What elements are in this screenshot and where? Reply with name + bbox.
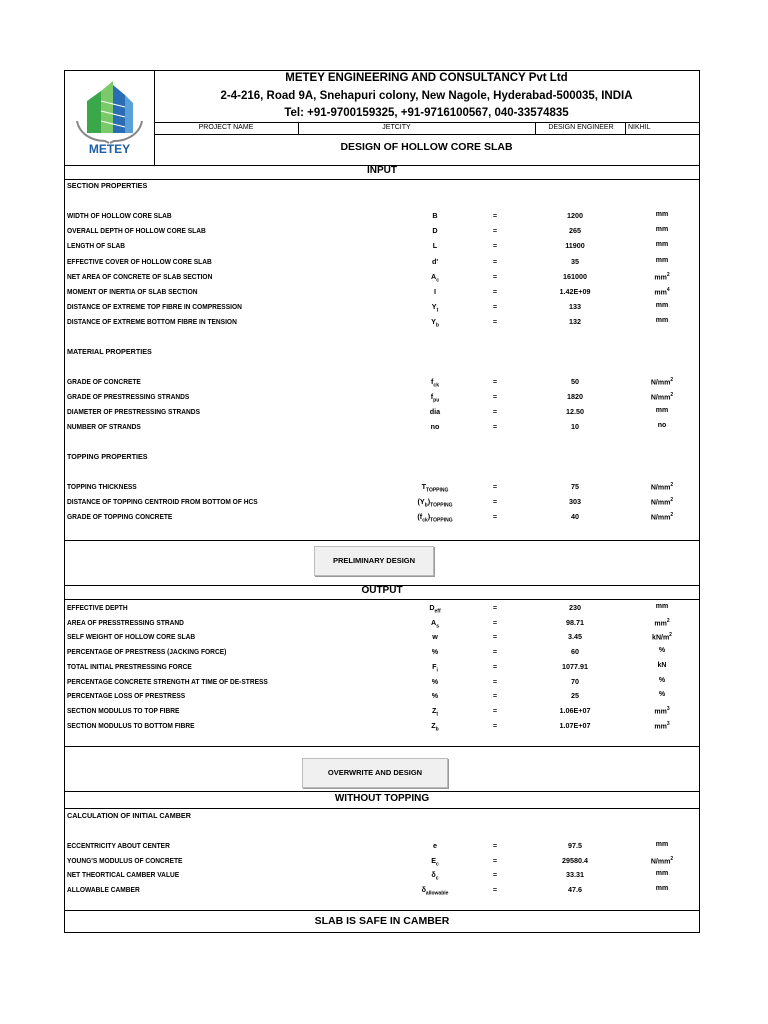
row-equals: = — [492, 691, 498, 701]
row-equals: = — [492, 392, 498, 401]
row-symbol — [407, 226, 463, 235]
row-symbol — [407, 691, 463, 700]
camber-result: SLAB IS SAFE IN CAMBER — [314, 915, 450, 927]
preliminary-design-button[interactable]: PRELIMINARY DESIGN — [314, 546, 434, 576]
row-symbol — [407, 706, 463, 717]
unit-text: mm — [655, 407, 669, 414]
material-properties-heading: MATERIAL PROPERTIES — [67, 347, 152, 356]
row-symbol — [407, 482, 463, 493]
row-unit — [627, 407, 697, 414]
logo-text: METEY — [88, 142, 131, 156]
row-unit — [627, 603, 697, 610]
row-value: 11900 — [565, 241, 585, 251]
row-unit — [627, 257, 697, 264]
row-symbol — [407, 302, 463, 313]
symbol-text: Z — [431, 705, 437, 715]
symbol-text: δ — [421, 885, 426, 895]
symbol-tail: ) — [427, 512, 431, 521]
row-value: 1.06E+07 — [559, 705, 591, 715]
row-unit — [627, 706, 697, 715]
unit-superscript: 2 — [669, 632, 672, 639]
row-label: PERCENTAGE OF PRESTRESS (JACKING FORCE) — [67, 647, 227, 657]
unit-text: mm — [654, 722, 667, 730]
row-unit — [627, 885, 697, 892]
row-label: YOUNG'S MODULUS OF CONCRETE — [67, 855, 183, 865]
row-unit — [627, 392, 697, 401]
row-unit — [627, 211, 697, 218]
unit-text: mm — [654, 274, 667, 282]
unit-superscript: 3 — [666, 720, 670, 727]
row-symbol — [407, 497, 463, 508]
unit-text: N/mm — [650, 484, 671, 492]
unit-text: mm — [655, 317, 669, 325]
row-equals: = — [492, 705, 498, 715]
row-equals: = — [492, 885, 498, 895]
unit-superscript: 2 — [670, 482, 674, 488]
row-equals: = — [492, 287, 498, 296]
symbol-text: d' — [431, 256, 439, 266]
unit-superscript: 2 — [670, 855, 674, 862]
unit-text: N/mm — [650, 379, 671, 387]
unit-superscript: 2 — [670, 377, 674, 383]
company-address: 2-4-216, Road 9A, Snehapuri colony, New Nagole, Hyderabad-500035, INDIA — [220, 90, 633, 102]
row-value: 25 — [571, 691, 579, 701]
row-label: SELF WEIGHT OF HOLLOW CORE SLAB — [67, 632, 196, 642]
symbol-text: D — [432, 226, 438, 236]
row-unit — [627, 870, 697, 877]
row-equals: = — [492, 407, 498, 416]
overwrite-and-design-button[interactable]: OVERWRITE AND DESIGN — [302, 758, 448, 788]
row-unit — [627, 691, 697, 698]
row-unit — [627, 677, 697, 684]
row-symbol — [407, 257, 463, 266]
symbol-subscript: ck — [433, 382, 439, 389]
row-label: PERCENTAGE LOSS OF PRESTRESS — [67, 691, 186, 701]
row-symbol — [407, 603, 463, 614]
symbol-text: % — [431, 691, 439, 701]
row-label: GRADE OF PRESTRESSING STRANDS — [67, 392, 190, 401]
row-unit — [627, 632, 697, 641]
row-equals: = — [492, 226, 498, 236]
row-symbol — [407, 287, 463, 296]
symbol-text: Y — [431, 302, 437, 312]
topping-properties-heading: TOPPING PROPERTIES — [67, 452, 148, 461]
symbol-text: δ — [431, 870, 436, 880]
row-unit — [627, 482, 697, 491]
row-equals: = — [492, 603, 498, 612]
row-unit — [627, 497, 697, 506]
unit-text: N/mm — [650, 514, 671, 522]
row-unit — [627, 662, 697, 669]
symbol-subscript: pu — [433, 397, 440, 404]
row-value: 265 — [569, 226, 581, 236]
row-equals: = — [492, 632, 498, 642]
row-value: 33.31 — [566, 870, 584, 880]
row-value: 70 — [571, 676, 579, 686]
symbol-subscript: b — [435, 322, 439, 329]
row-unit — [627, 226, 697, 233]
symbol-subscript: ck — [422, 517, 428, 524]
row-unit — [627, 721, 697, 730]
row-unit — [627, 841, 697, 848]
row-label: AREA OF PRESSTRESSING STRAND — [67, 617, 184, 627]
row-value: 97.5 — [568, 841, 582, 850]
row-equals: = — [492, 870, 498, 880]
row-value: 75 — [571, 482, 579, 491]
symbol-text: (f — [417, 512, 423, 521]
row-unit — [627, 618, 697, 627]
row-symbol — [407, 317, 463, 328]
row-equals: = — [492, 482, 498, 491]
row-value: 303 — [569, 497, 581, 506]
row-equals: = — [492, 271, 498, 281]
unit-text: N/mm — [650, 499, 671, 507]
unit-text: % — [658, 691, 666, 699]
unit-text: mm — [655, 870, 669, 878]
row-label: DISTANCE OF EXTREME TOP FIBRE IN COMPRESSION — [67, 302, 242, 312]
row-label: NUMBER OF STRANDS — [67, 422, 141, 431]
company-name: METEY ENGINEERING AND CONSULTANCY Pvt Ltd — [285, 72, 568, 84]
row-label: OVERALL DEPTH OF HOLLOW CORE SLAB — [67, 226, 206, 236]
unit-text: mm — [654, 620, 667, 628]
symbol-text: w — [432, 632, 438, 642]
unit-text: mm — [655, 302, 669, 310]
project-name-label: PROJECT NAME — [198, 124, 254, 131]
row-symbol — [407, 662, 463, 673]
row-label: DISTANCE OF TOPPING CENTROID FROM BOTTOM OF HCS — [67, 497, 258, 506]
symbol-subscript: i — [436, 667, 438, 674]
symbol-text: % — [431, 676, 439, 686]
row-value: 132 — [569, 317, 581, 327]
input-title: INPUT — [367, 165, 397, 176]
row-value: 133 — [569, 302, 581, 312]
row-equals: = — [492, 661, 498, 671]
design-sheet — [64, 70, 700, 933]
row-unit — [627, 856, 697, 865]
unit-superscript: 2 — [666, 617, 670, 624]
row-symbol — [407, 272, 463, 283]
symbol-text: I — [434, 287, 436, 296]
symbol-text: Y — [431, 317, 436, 327]
row-label: EFFECTIVE DEPTH — [67, 603, 128, 612]
symbol-subscript-2: TOPPING — [430, 502, 453, 509]
row-value: 1.42E+09 — [559, 287, 591, 296]
symbol-text: f — [430, 392, 434, 401]
row-label: ECCENTRICITY ABOUT CENTER — [67, 841, 170, 850]
symbol-text: no — [430, 422, 440, 431]
unit-text: kN/m — [652, 634, 670, 642]
symbol-text: e — [433, 841, 437, 850]
row-label: SECTION MODULUS TO TOP FIBRE — [67, 705, 180, 715]
row-label: TOPPING THICKNESS — [67, 482, 137, 491]
symbol-text: dia — [429, 407, 441, 416]
initial-camber-heading: CALCULATION OF INITIAL CAMBER — [67, 811, 191, 820]
row-symbol — [407, 632, 463, 641]
unit-text: mm — [655, 841, 669, 848]
symbol-text: E — [431, 855, 436, 865]
row-symbol — [407, 870, 463, 881]
row-value: 230 — [569, 603, 581, 612]
symbol-text: F — [432, 661, 437, 671]
row-value: 1.07E+07 — [559, 720, 591, 730]
symbol-text: T — [421, 482, 426, 491]
unit-text: % — [658, 676, 666, 684]
company-tel: Tel: +91-9700159325, +91-9716100567, 040-33574835 — [284, 107, 569, 119]
row-label: NET AREA OF CONCRETE OF SLAB SECTION — [67, 271, 213, 281]
unit-text: mm — [655, 241, 669, 249]
unit-text: no — [657, 422, 667, 429]
row-equals: = — [492, 302, 498, 312]
unit-superscript: 2 — [670, 392, 674, 398]
row-label: ALLOWABLE CAMBER — [67, 885, 140, 895]
unit-superscript: 4 — [666, 287, 670, 293]
unit-text: kN — [657, 661, 667, 669]
row-value: 40 — [571, 512, 579, 521]
row-value: 1200 — [567, 211, 583, 220]
row-equals: = — [492, 617, 498, 627]
symbol-subscript: allowable — [425, 890, 449, 897]
row-label: NET THEORTICAL CAMBER VALUE — [67, 870, 180, 880]
row-unit — [627, 377, 697, 386]
without-topping-title: WITHOUT TOPPING — [334, 793, 430, 804]
symbol-subscript: TOPPING — [425, 487, 449, 494]
row-equals: = — [492, 647, 498, 657]
row-value: 29580.4 — [562, 855, 588, 865]
symbol-tail: ) — [427, 497, 431, 506]
row-symbol — [407, 647, 463, 656]
row-unit — [627, 512, 697, 521]
symbol-text: A — [431, 271, 437, 281]
row-equals: = — [492, 497, 498, 506]
symbol-subscript: t — [436, 711, 439, 718]
row-label: SECTION MODULUS TO BOTTOM FIBRE — [67, 720, 195, 730]
row-value: 12.50 — [566, 407, 584, 416]
unit-text: mm — [655, 211, 669, 218]
symbol-text: D — [429, 603, 435, 612]
row-symbol — [407, 677, 463, 686]
unit-text: mm — [655, 226, 669, 234]
row-value: 50 — [571, 377, 579, 386]
symbol-subscript: b — [424, 502, 428, 509]
row-value: 60 — [571, 647, 579, 657]
row-symbol — [407, 885, 463, 896]
symbol-subscript: s — [436, 623, 439, 630]
unit-superscript: 2 — [670, 497, 674, 503]
row-equals: = — [492, 720, 498, 730]
row-equals: = — [492, 512, 498, 521]
section-properties-heading: SECTION PROPERTIES — [67, 181, 148, 190]
row-unit — [627, 302, 697, 309]
symbol-text: (Y — [417, 497, 425, 506]
row-symbol — [407, 841, 463, 850]
symbol-subscript: c — [435, 875, 439, 882]
symbol-text: A — [431, 617, 437, 627]
row-unit — [627, 317, 697, 324]
row-value: 1820 — [567, 392, 583, 401]
row-value: 47.6 — [568, 885, 582, 895]
row-symbol — [407, 241, 463, 250]
project-name-value: JETCITY — [298, 122, 494, 134]
unit-superscript: 2 — [666, 271, 670, 278]
symbol-subscript: c — [436, 861, 439, 868]
unit-superscript: 3 — [666, 705, 670, 712]
design-engineer-label: DESIGN ENGINEER — [535, 122, 626, 134]
row-equals: = — [492, 211, 498, 220]
row-equals: = — [492, 377, 498, 386]
row-symbol — [407, 377, 463, 388]
row-label: PERCENTAGE CONCRETE STRENGTH AT TIME OF DE-STRESS — [67, 676, 268, 686]
row-symbol — [407, 422, 463, 431]
symbol-text: % — [431, 647, 439, 657]
row-unit — [627, 272, 697, 281]
row-symbol — [407, 211, 463, 220]
row-symbol — [407, 618, 463, 629]
row-symbol — [407, 856, 463, 867]
symbol-subscript: c — [436, 277, 439, 284]
symbol-text: B — [432, 211, 438, 220]
row-label: LENGTH OF SLAB — [67, 241, 126, 251]
unit-text: N/mm — [650, 858, 671, 866]
design-engineer-value: NIKHIL — [625, 122, 702, 134]
symbol-subscript: b — [435, 726, 439, 733]
row-symbol — [407, 512, 463, 523]
row-unit — [627, 287, 697, 296]
symbol-subscript-2: TOPPING — [430, 517, 453, 524]
row-equals: = — [492, 422, 498, 431]
row-value: 3.45 — [568, 632, 582, 642]
company-logo — [65, 71, 155, 166]
unit-text: mm — [655, 256, 669, 264]
row-label: DIAMETER OF PRESTRESSING STRANDS — [67, 407, 200, 416]
row-equals: = — [492, 317, 498, 327]
output-title: OUTPUT — [361, 585, 403, 596]
row-label: TOTAL INITIAL PRESTRESSING FORCE — [67, 661, 192, 671]
row-unit — [627, 241, 697, 248]
row-value: 10 — [571, 422, 579, 431]
row-equals: = — [492, 841, 498, 850]
unit-text: mm — [654, 708, 667, 716]
unit-text: N/mm — [650, 394, 671, 402]
unit-superscript: 2 — [670, 512, 674, 518]
unit-text: mm — [655, 885, 669, 893]
row-equals: = — [492, 241, 498, 251]
row-symbol — [407, 392, 463, 403]
row-label: MOMENT OF INERTIA OF SLAB SECTION — [67, 287, 198, 296]
row-unit — [627, 422, 697, 429]
symbol-text: L — [432, 241, 438, 251]
row-label: EFFECTIVE COVER OF HOLLOW CORE SLAB — [67, 256, 212, 266]
row-label: GRADE OF TOPPING CONCRETE — [67, 512, 173, 521]
unit-text: % — [658, 647, 666, 655]
row-value: 35 — [571, 256, 579, 266]
row-equals: = — [492, 256, 498, 266]
row-value: 98.71 — [566, 617, 584, 627]
row-value: 1077.91 — [562, 661, 588, 671]
row-value: 161000 — [563, 271, 587, 281]
row-equals: = — [492, 855, 498, 865]
unit-text: mm — [654, 289, 667, 297]
row-symbol — [407, 407, 463, 416]
sheet-title: DESIGN OF HOLLOW CORE SLAB — [340, 141, 513, 153]
symbol-text: f — [431, 377, 434, 386]
row-unit — [627, 647, 697, 654]
row-label: GRADE OF CONCRETE — [67, 377, 141, 386]
row-symbol — [407, 721, 463, 732]
row-label: DISTANCE OF EXTREME BOTTOM FIBRE IN TENSION — [67, 317, 237, 327]
symbol-text: Z — [431, 720, 436, 730]
row-label: WIDTH OF HOLLOW CORE SLAB — [67, 211, 172, 220]
symbol-subscript: t — [436, 307, 439, 314]
symbol-subscript: eff — [434, 608, 441, 615]
row-equals: = — [492, 676, 498, 686]
unit-text: mm — [655, 603, 669, 610]
